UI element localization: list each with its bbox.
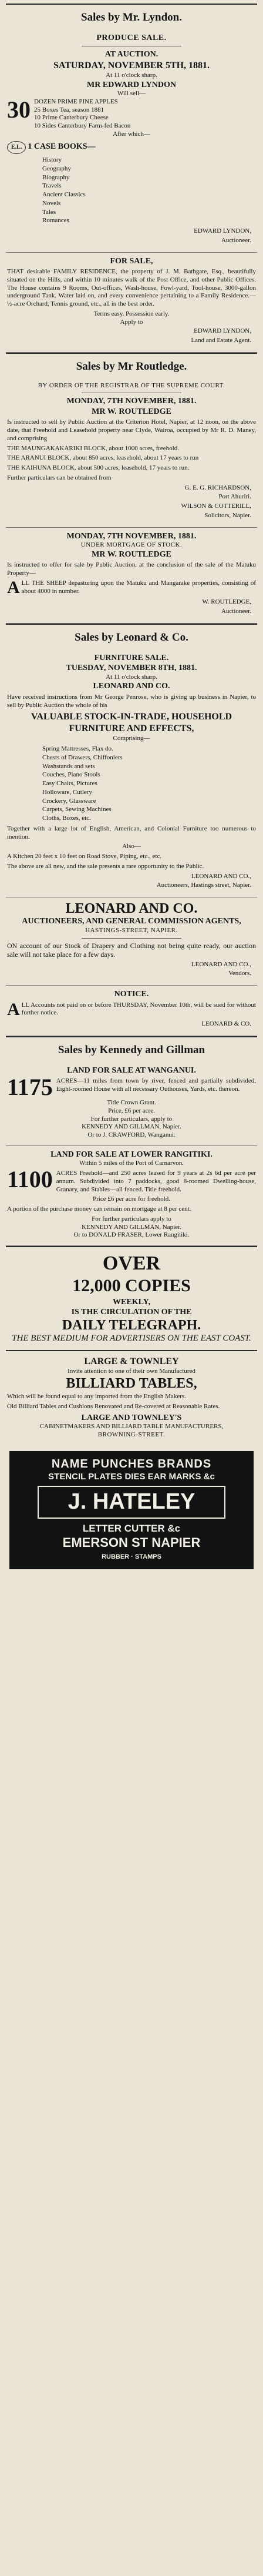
signoff-name: LEONARD AND CO., [191, 872, 251, 880]
acreage-row [7, 1076, 256, 1099]
agent-name: KENNEDY AND GILLMAN, Napier. [82, 1123, 181, 1131]
list-item: Holloware, Cutlery [42, 788, 92, 796]
agents-address: HASTINGS-STREET, NAPIER. [85, 926, 178, 934]
hateley-logo: NAME PUNCHES BRANDS STENCIL PLATES DIES EAR MARKS &c J. HATELEY LETTER CUTTER &c EMERSON ST NAPIER RUBBER · STAMPS [9, 1451, 254, 1570]
drop-cap: A [7, 577, 20, 597]
order-line: BY ORDER OF THE REGISTRAR OF THE SUPREME COURT. [38, 381, 225, 389]
signoff-role: Auctioneers, Hastings street, Napier. [156, 882, 251, 889]
terms: Terms easy. Possession early. [93, 310, 170, 317]
wanganui-land-ad [6, 1062, 257, 1146]
section-heading: Sales by Mr Routledge. [76, 360, 187, 373]
registrar-sale-ad [6, 378, 257, 528]
telegraph-ad [6, 1246, 257, 1350]
large-townley-ad [6, 1350, 257, 1445]
notice-title: NOTICE. [114, 990, 149, 999]
agents-title: LEONARD AND CO. [65, 901, 198, 916]
also-line: Also— [122, 843, 141, 850]
ad-subtitle: Within 5 miles of the Port of Carnarvon. [79, 1160, 184, 1167]
agents-subtitle: AUCTIONEERS, AND GENERAL COMMISSION AGENTS, [22, 917, 241, 926]
agent-name: WILSON & COTTERILL, [181, 503, 251, 510]
signoff-name: W. ROUTLEDGE, [202, 598, 251, 606]
agent-alt: Or to J. CRAWFORD, Wanganui. [87, 1131, 176, 1139]
after-which: After which— [113, 130, 150, 138]
logo-line: STENCIL PLATES DIES EAR MARKS &c [48, 1471, 215, 1482]
list-item: DOZEN PRIME PINE APPLES [34, 98, 118, 105]
invite-line: Invite attention to one of their own Manufactured [68, 1367, 195, 1375]
signoff-name: EDWARD LYNDON, [194, 327, 251, 335]
sale-date: MONDAY, 7TH NOVEMBER, 1881. [66, 531, 197, 541]
rangitiki-land-ad [6, 1146, 257, 1246]
under-line: UNDER MORTGAGE OF STOCK. [80, 541, 183, 548]
signoff-role: Vendors. [228, 970, 251, 977]
list-item: Ancient Classics [42, 191, 86, 198]
stock-note: ON account of our Stock of Drapery and Clothing not being quite ready, our auction sale will not take place for a few days. [7, 941, 256, 959]
over-word: OVER [102, 1252, 161, 1275]
ad-title: LAND FOR SALE AT LOWER RANGITIKI. [50, 1150, 213, 1159]
signoff-role: Land and Estate Agent. [191, 337, 251, 344]
best-medium: THE BEST MEDIUM FOR ADVERTISERS ON THE EAST COAST. [12, 1334, 251, 1344]
signoff-role: Auctioneer. [221, 236, 251, 244]
logo-side-left: RUBBER [102, 1553, 130, 1560]
drop-cap: A [7, 999, 20, 1019]
price: Price, £6 per acre. [108, 1107, 155, 1114]
auctioneer-name: MR W. ROUTLEDGE [92, 550, 171, 559]
list-item: 10 Sides Canterbury Farm-fed Bacon [34, 122, 131, 129]
block-item: THE KAIHUNA BLOCK, about 500 acres, leasehold, 17 years to run. [7, 464, 190, 471]
big-number: 30 [7, 96, 31, 123]
list-item: Washstands and sets [42, 762, 95, 770]
ad-title: LAND FOR SALE AT WANGANUI. [67, 1066, 196, 1075]
ad-body: ACRES Freehold—and 250 acres leased for 9 years at 2s 6d per acre per annum. Subdivided into 7 paddocks, good 8-roomed Dwelling-house, Granary, and Stables—all fenced. Title freehold. [56, 1170, 256, 1193]
title-grant: Title Crown Grant. [107, 1099, 156, 1107]
ad-subtitle: AT AUCTION. [104, 50, 159, 59]
signoff-name: EDWARD LYNDON, [194, 227, 251, 235]
copies-count: 12,000 COPIES [72, 1276, 191, 1296]
circulation-line: IS THE CIRCULATION OF THE [71, 1308, 192, 1317]
list-item: Romances [42, 217, 69, 225]
list-item: Tales [42, 208, 56, 216]
list-item: 10 Prime Canterbury Cheese [34, 114, 109, 122]
street-name: BROWNING-STREET. [97, 1431, 166, 1438]
list-item: Chests of Drawers, Chiffoniers [42, 753, 123, 761]
section-heading: Sales by Leonard & Co. [75, 631, 188, 644]
sale-time: At 11 o'clock sharp. [106, 673, 157, 681]
list-item: 25 Boxes Tea, season 1881 [34, 106, 104, 113]
list-item: Geography [42, 165, 71, 172]
books-list [42, 156, 256, 225]
auctioneer-name: MR EDWARD LYNDON [87, 80, 176, 89]
also-items: A Kitchen 20 feet x 10 feet on Road Stove, Piping, etc., etc. [7, 853, 162, 860]
ad-body: Is instructed to sell by Public Auction at the Criterion Hotel, Napier, at 12 noon, on the above date, that Freehold and Leasehold property near Clyde, Wairoa, occupied by Mr R. D. Maney, and comprising [7, 418, 256, 442]
sale-note: The above are all new, and the sale presents a rare opportunity to the Public. [7, 862, 204, 870]
logo-side-right: STAMPS [134, 1553, 161, 1560]
stock-headline: VALUABLE STOCK-IN-TRADE, HOUSEHOLD FURNITURE AND EFFECTS, [31, 712, 232, 734]
logo-line: NAME PUNCHES BRANDS [51, 1457, 212, 1470]
routledge-section [6, 353, 257, 624]
section-heading: Sales by Mr. Lyndon. [81, 11, 182, 24]
produce-list [7, 98, 256, 130]
list-item: Biography [42, 173, 70, 181]
further-line: For further particulars, apply to [90, 1115, 173, 1123]
apply-to: Apply to [120, 318, 143, 326]
which-line: Which will be found equal to any imported from the English Makers. [7, 1393, 186, 1401]
list-item: Novels [42, 199, 61, 207]
el-badge: E.L. [7, 141, 26, 155]
big-number: 1100 [7, 1166, 53, 1193]
produce-sale-ad [6, 29, 257, 253]
books-line: 1 CASE BOOKS— [28, 142, 96, 151]
notice-body: LL Accounts not paid on or before THURSDAY, November 10th, will be sued for without further notice. [21, 1001, 256, 1017]
list-item: Spring Mattresses, Flax do. [42, 745, 113, 752]
logo-line: EMERSON ST NAPIER [62, 1535, 201, 1550]
list-item: Couches, Piano Stools [42, 771, 100, 779]
ad-body: ACRES—11 miles from town by river, fenced and partially subdivided, Eight-roomed House with all necessary Outhouses, Yards, etc. thereon. [56, 1077, 256, 1093]
logo-line: LETTER CUTTER &c [82, 1522, 181, 1534]
firm-name: LEONARD AND CO. [93, 682, 170, 691]
ad-title: PRODUCE SALE. [96, 33, 167, 42]
billiard-tables: BILLIARD TABLES, [66, 1375, 197, 1391]
agent-place: Port Ahuriri. [218, 493, 251, 501]
list-item: Easy Chairs, Pictures [42, 780, 97, 787]
for-sale-ad [6, 253, 257, 353]
block-item: THE ARANUI BLOCK, about 850 acres, leasehold, about 17 years to run [7, 454, 199, 462]
produce-items [34, 98, 130, 130]
list-item: Crockery, Glassware [42, 797, 96, 805]
weekly-word: WEEKLY, [113, 1297, 150, 1307]
list-item: Cloths, Boxes, etc. [42, 815, 91, 822]
firm-subtitle: CABINETMAKERS AND BILLIARD TABLE MANUFACTURERS, [39, 1423, 224, 1431]
ad-title: FURNITURE SALE. [94, 653, 169, 662]
price: Price £6 per acre for freehold. [93, 1195, 170, 1203]
big-number: 1175 [7, 1074, 53, 1101]
leonard-section [6, 624, 257, 1036]
agents-ad [6, 897, 257, 986]
further-line: Further particulars can be obtained from [7, 474, 112, 481]
agent-alt: Or to DONALD FRASER, Lower Rangitiki. [73, 1231, 190, 1239]
signoff-name: LEONARD & CO. [201, 1020, 251, 1028]
list-item: Carpets, Sewing Machines [42, 806, 112, 813]
sale-date: MONDAY, 7TH NOVEMBER, 1881. [66, 397, 197, 406]
agent-name: G. E. G. RICHARDSON, [184, 484, 251, 491]
rule [82, 938, 181, 939]
acreage-row [7, 1168, 256, 1195]
ad-title: FOR SALE, [110, 256, 153, 266]
section-heading: Sales by Kennedy and Gillman [58, 1043, 205, 1056]
ad-body: THAT desirable FAMILY RESIDENCE, the property of J. M. Bathgate, Esq., beautifully situated on the Hills, and within 10 minutes walk of the Post Office, and other Public Offices. The House contains 9 Rooms, Out-offices, Wash-house, Fowl-yard, Tool-house, 3000-gallon underground Tank. Water laid on, and every convenience pertaining to a Family Residence.—½-acre Orchard, Tennis ground, etc., all in the best order. [7, 268, 256, 307]
signoff-role: Auctioneer. [221, 608, 251, 615]
notice-ad [6, 986, 257, 1036]
furniture-sale-ad [6, 649, 257, 898]
ad-body: LL THE SHEEP depasturing upon the Matuku and Mangarake properties, consisting of about 4000 in number. [21, 579, 256, 595]
further-line: For further particulars apply to [92, 1215, 171, 1222]
logo-name: J. HATELEY [38, 1486, 225, 1519]
ad-title: LARGE & TOWNLEY [84, 1356, 179, 1366]
block-item: THE MAUNGAKAKARIKI BLOCK, about 1000 acres, freehold. [7, 444, 179, 452]
old-tables: Old Billiard Tables and Cushions Renovated and Re-covered at Reasonable Rates. [7, 1402, 220, 1410]
list-item: Travels [42, 182, 62, 190]
sale-date: SATURDAY, NOVEMBER 5TH, 1881. [53, 60, 210, 71]
signoff-name: LEONARD AND CO., [191, 960, 251, 968]
paper-name: DAILY TELEGRAPH. [62, 1317, 201, 1333]
comprising: Comprising— [113, 735, 150, 742]
mortgage-note: A portion of the purchase money can remain on mortgage at 8 per cent. [7, 1205, 191, 1213]
sale-time: At 11 o'clock sharp. [106, 71, 157, 79]
furniture-list [42, 745, 256, 823]
ad-body: Have received instructions from Mr George Penrose, who is giving up business in Napier, to sell by Public Auction the whole of his [7, 693, 256, 709]
will-sell: Will sell— [117, 90, 146, 97]
list-item: History [42, 156, 62, 163]
together-line: Together with a large lot of English, American, and Colonial Furniture too numerous to mention. [7, 825, 256, 840]
agent-role: Solicitors, Napier. [204, 511, 251, 519]
agent-name: KENNEDY AND GILLMAN, Napier. [82, 1223, 181, 1231]
firm-name: LARGE AND TOWNLEY'S [81, 1413, 182, 1422]
ad-body: Is instructed to offer for sale by Public Auction, at the conclusion of the sale of the Matuku Property— [7, 561, 256, 577]
sale-date: TUESDAY, NOVEMBER 8TH, 1881. [66, 664, 197, 672]
stock-sale-ad [6, 528, 257, 624]
kennedy-section [6, 1036, 257, 1246]
auctioneer-name: MR W. ROUTLEDGE [92, 407, 171, 416]
lyndon-section [6, 4, 257, 353]
